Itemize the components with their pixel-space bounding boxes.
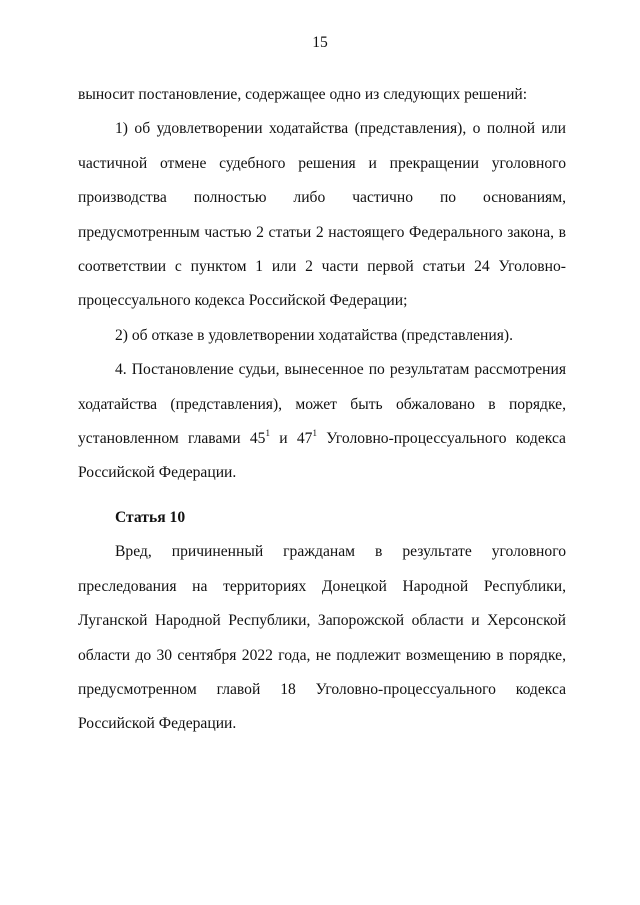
paragraph-harm: Вред, причиненный гражданам в результате уголовного преследования на территориях Донецкой Народной Республики, Луганской Народной Республики, Запорожской области и Херсонской области до 30 сентября 2022 года, не подлежит возмещению в порядке, предусмотренном главой 18 Уголовно-процессуального кодекса Российской Федерации.: [78, 543, 566, 733]
appeal-text-part1: 4. Постановление судьи, вынесенное по результатам рассмотрения ходатайства (представления), может быть обжаловано в порядке, установленном главами 45: [78, 361, 566, 448]
appeal-text-part3: Уголовно-процессуального кодекса Российской Федерации.: [78, 430, 566, 482]
appeal-text-part2: и 47: [269, 430, 313, 448]
paragraph-decision-1: 1) об удовлетворении ходатайства (представления), о полной или частичной отмене судебного решения и прекращении уголовного производства полностью либо частично по основаниям, предусмотренным частью 2 статьи 2 настоящего Федерального закона, в соответствии с пунктом 1 или 2 части первой статьи 24 Уголовно-процессуального кодекса Российской Федерации;: [78, 120, 566, 310]
chapter-45-superscript: 1: [265, 428, 270, 439]
paragraph-decision-intro: выносит постановление, содержащее одно из следующих решений:: [78, 86, 528, 103]
paragraph-appeal: [78, 353, 566, 491]
document-body: [78, 78, 566, 742]
page-number: 15: [312, 34, 328, 51]
chapter-47-superscript: 1: [312, 428, 317, 439]
paragraph-decision-2: 2) об отказе в удовлетворении ходатайства (представления).: [115, 326, 513, 344]
article-heading: Статья 10: [115, 508, 186, 526]
